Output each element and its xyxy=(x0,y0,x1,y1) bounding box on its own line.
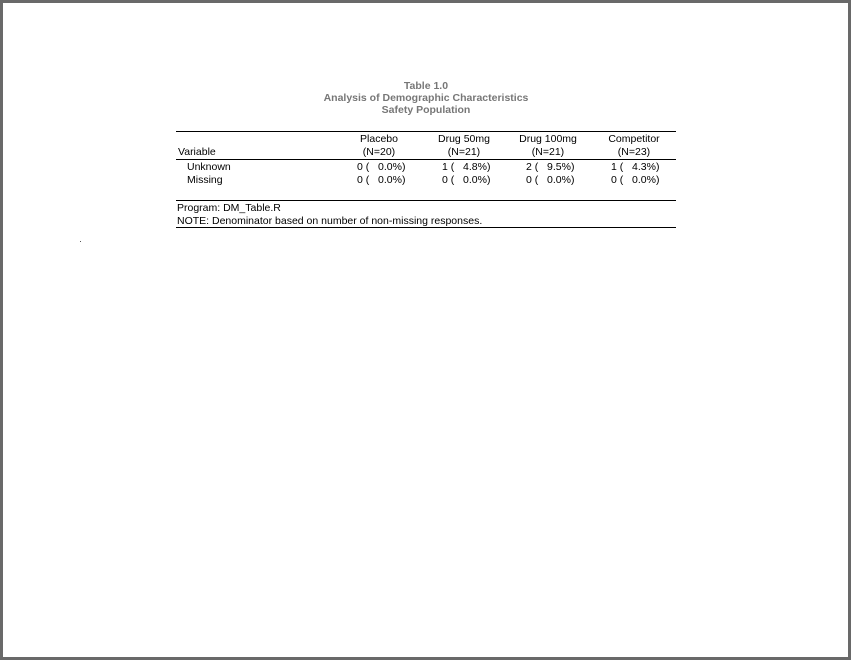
footnote-note: NOTE: Denominator based on number of non-missing responses. xyxy=(177,215,483,227)
col-n-drug100: (N=21) xyxy=(531,146,565,158)
table-title: Analysis of Demographic Characteristics xyxy=(323,92,529,104)
col-n-competitor: (N=23) xyxy=(617,146,651,158)
cell-missing-drug100: 0 ( 0.0%) xyxy=(526,174,575,186)
bottom-rule xyxy=(176,227,676,228)
cell-missing-drug50: 0 ( 0.0%) xyxy=(442,174,491,186)
table-titles xyxy=(170,80,682,116)
col-n-drug50: (N=21) xyxy=(447,146,481,158)
header-rule xyxy=(176,159,676,160)
cell-unknown-drug100: 2 ( 9.5%) xyxy=(526,161,575,173)
variable-header: Variable xyxy=(178,146,216,158)
cell-unknown-drug50: 1 ( 4.8%) xyxy=(442,161,491,173)
footnote-program: Program: DM_Table.R xyxy=(177,202,281,214)
col-header-competitor: Competitor xyxy=(608,133,660,145)
table-number: Table 1.0 xyxy=(403,80,449,92)
cell-unknown-placebo: 0 ( 0.0%) xyxy=(357,161,406,173)
stray-dot xyxy=(80,241,81,242)
table-population: Safety Population xyxy=(381,104,471,116)
col-header-drug100: Drug 100mg xyxy=(519,133,577,145)
row-label-unknown: Unknown xyxy=(187,161,231,173)
row-label-missing: Missing xyxy=(187,174,223,186)
footnote-top-rule xyxy=(176,200,676,201)
col-header-placebo: Placebo xyxy=(360,133,398,145)
top-rule xyxy=(176,131,676,132)
col-header-drug50: Drug 50mg xyxy=(438,133,490,145)
cell-missing-competitor: 0 ( 0.0%) xyxy=(611,174,660,186)
cell-unknown-competitor: 1 ( 4.3%) xyxy=(611,161,660,173)
col-n-placebo: (N=20) xyxy=(362,146,396,158)
cell-missing-placebo: 0 ( 0.0%) xyxy=(357,174,406,186)
